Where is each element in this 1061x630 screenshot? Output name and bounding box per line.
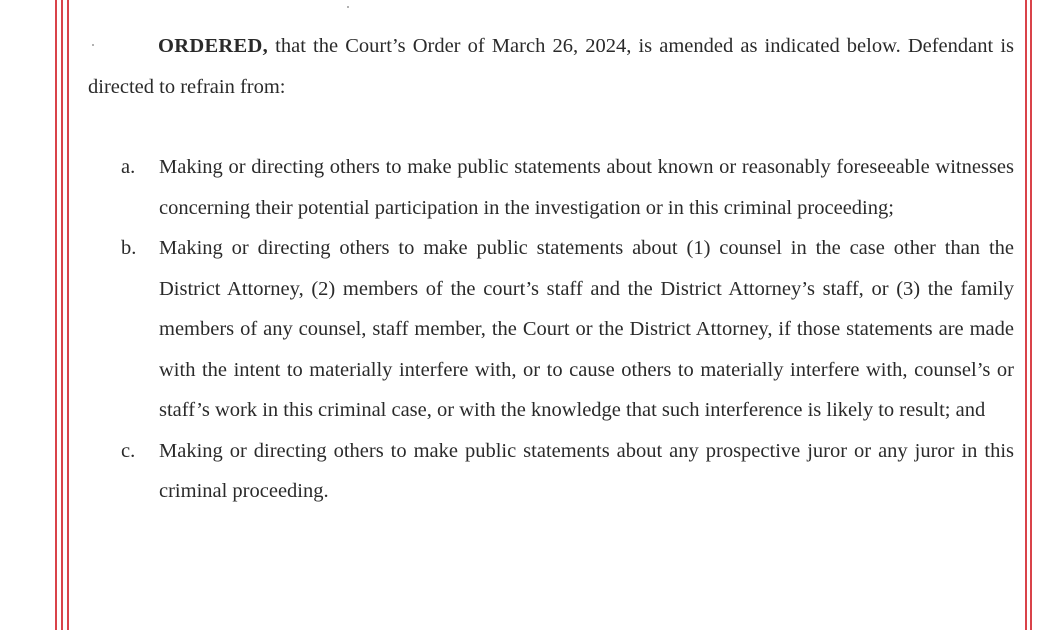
scan-speck bbox=[347, 6, 349, 8]
left-margin-rule bbox=[67, 0, 69, 630]
right-margin-rule bbox=[1030, 0, 1032, 630]
left-margin-rule bbox=[61, 0, 63, 630]
restriction-item-a bbox=[88, 147, 1014, 228]
intro-paragraph bbox=[88, 26, 1014, 107]
item-text: Making or directing others to make public statements about any prospective juror or any juror in this criminal proceeding. bbox=[159, 439, 1014, 502]
item-marker: c. bbox=[121, 439, 136, 462]
item-marker: a. bbox=[121, 156, 136, 178]
right-margin-rule bbox=[1025, 0, 1027, 630]
left-margin-rule bbox=[55, 0, 57, 630]
restriction-item-c bbox=[88, 431, 1014, 512]
item-marker: b. bbox=[121, 237, 137, 259]
restriction-item-b bbox=[88, 228, 1014, 431]
intro-text: that the Court’s Order of March 26, 2024, is amended as indicated below. Defendant is directed to refrain from: bbox=[88, 35, 1014, 98]
restriction-list bbox=[88, 147, 1014, 512]
item-text: Making or directing others to make public statements about (1) counsel in the case other than the District Attorney, (2) members of the court’s staff and the District Attorney’s staff, or (3) the family members of any counsel, staff member, the Court or the District Attorney, if those statements are made with the intent to materially interfere with, or to cause others to materially interfere with, counsel’s or staff’s work in this criminal case, or with the knowledge that such interference is likely to result; and bbox=[159, 237, 1014, 421]
court-order-page bbox=[88, 26, 1014, 512]
ordered-label: ORDERED, bbox=[158, 35, 269, 57]
item-text: Making or directing others to make public statements about known or reasonably foreseeable witnesses concerning their potential participation in the investigation or in this criminal proceeding; bbox=[159, 156, 1014, 219]
